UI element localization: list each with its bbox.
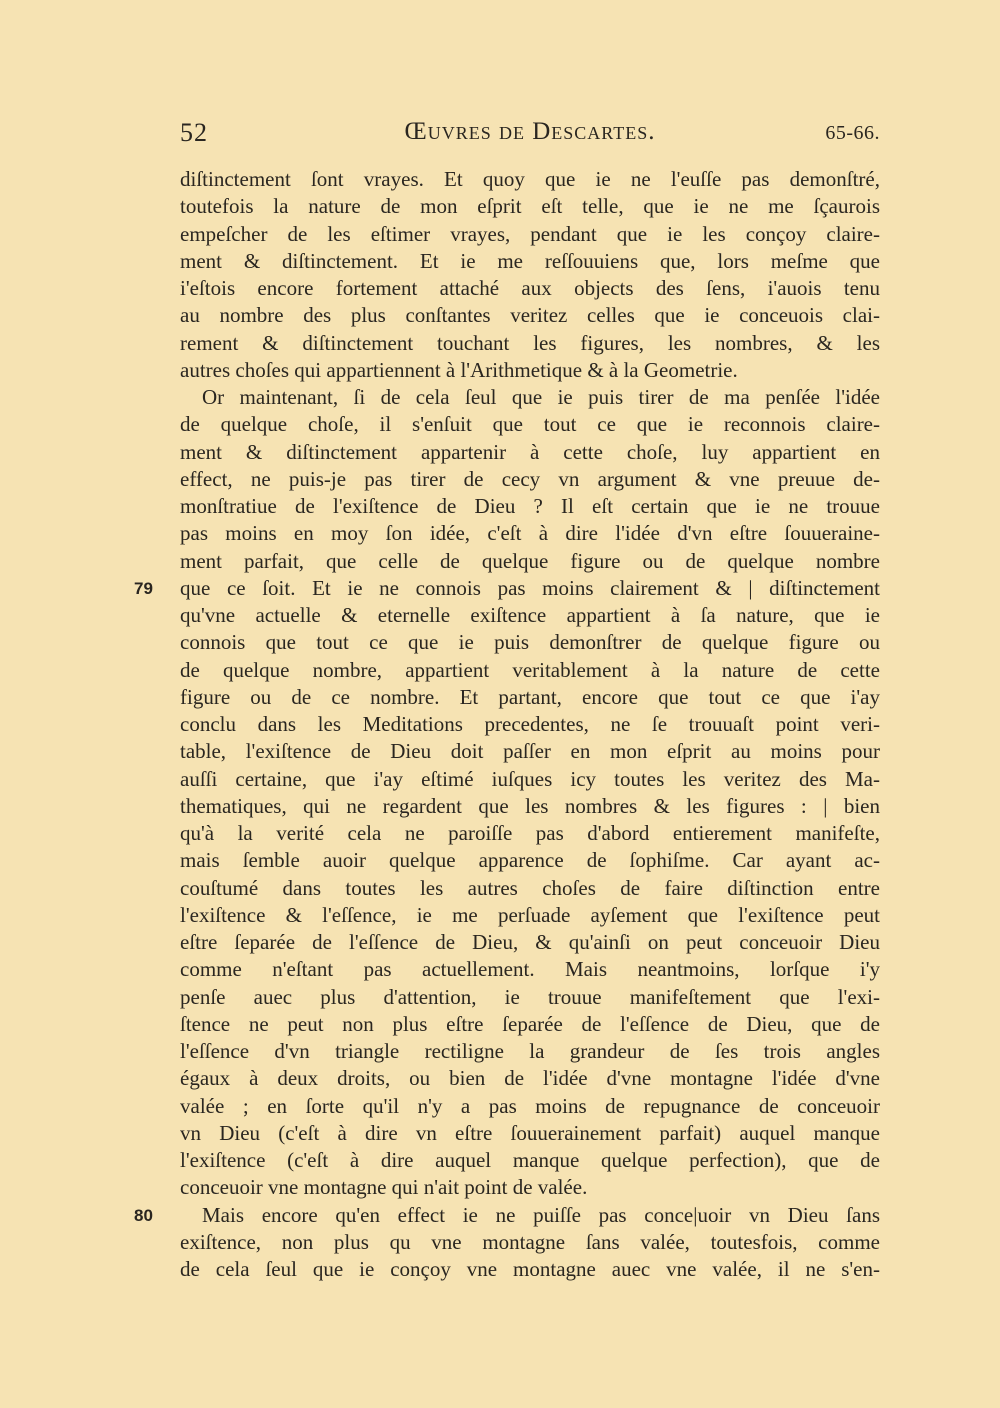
text-line: ment & diſtinctement. Et ie me reſſouuiens que, lors meſme que	[180, 248, 880, 273]
text-line: penſe auec plus d'attention, ie trouue manifeſtement que l'exi-	[180, 984, 880, 1009]
text-line: autres choſes qui appartiennent à l'Arithmetique & à la Geometrie.	[180, 357, 738, 382]
text-line: couſtumé dans toutes les autres choſes de faire diſtinction entre	[180, 875, 880, 900]
running-title: Œuvres de Descartes.	[404, 118, 656, 145]
text-line: auſſi certaine, que i'ay eſtimé iuſques icy toutes les veritez des Ma-	[180, 766, 880, 791]
paragraph-start-line: Or maintenant, ſi de cela ſeul que ie puis tirer de ma penſée l'idée	[202, 385, 880, 409]
page-number: 52	[180, 118, 208, 147]
text-line: de quelque nombre, appartient veritablement à la nature de cette	[180, 657, 880, 682]
text-line: qu'à la verité cela ne paroiſſe pas d'abord entierement manifeſte,	[180, 821, 880, 845]
text-line: rement & diſtinctement touchant les figures, les nombres, & les	[180, 330, 880, 355]
text-line: comme n'eſtant pas actuellement. Mais neantmoins, lorſque i'y	[180, 957, 880, 982]
text-line: l'exiſtence (c'eſt à dire auquel manque quelque perfection), que de	[180, 1148, 880, 1172]
text-line-content: que ce ſoit. Et ie ne connois pas moins clairement & | diſtinctement	[180, 575, 880, 600]
text-line: ſtence ne peut non plus eſtre ſeparée de l'eſſence de Dieu, que de	[180, 1011, 880, 1036]
edition-page-range: 65-66.	[825, 122, 880, 144]
text-line: pas moins en moy ſon idée, c'eſt à dire l'idée d'vn eſtre ſouueraine-	[180, 521, 880, 546]
text-line: de quelque choſe, il s'enſuit que tout ce que ie reconnois claire-	[180, 412, 880, 437]
body-text	[134, 166, 880, 1283]
text-line-content: Mais encore qu'en effect ie ne puiſſe pas conce|uoir vn Dieu ſans	[202, 1202, 880, 1227]
text-line: mais ſemble auoir quelque apparence de ſophiſme. Car ayant ac-	[180, 848, 880, 873]
text-line: exiſtence, non plus qu vne montagne ſans valée, toutesfois, comme	[180, 1229, 880, 1254]
margin-line-number: 79	[134, 578, 153, 598]
text-line: diſtinctement ſont vrayes. Et quoy que ie ne l'euſſe pas demonſtré,	[180, 167, 880, 191]
text-line: eſtre ſeparée de l'eſſence de Dieu, & qu'ainſi on peut conceuoir Dieu	[180, 930, 880, 954]
text-line: de cela ſeul que ie conçoy vne montagne auec vne valée, il ne s'en-	[180, 1257, 880, 1281]
text-line: thematiques, qui ne regardent que les nombres & les figures : | bien	[180, 793, 880, 818]
text-line: au nombre des plus conſtantes veritez celles que ie conceuois clai-	[180, 303, 880, 328]
text-line: ment & diſtinctement appartenir à cette choſe, luy appartient en	[180, 439, 880, 464]
text-line: l'eſſence d'vn triangle rectiligne la grandeur de ſes trois angles	[180, 1039, 880, 1063]
text-line: monſtratiue de l'exiſtence de Dieu ? Il eſt certain que ie ne trouue	[180, 494, 880, 518]
text-line: ment parfait, que celle de quelque figure ou de quelque nombre	[180, 548, 880, 573]
text-line-with-margin-80	[134, 1202, 880, 1229]
text-line: table, l'exiſtence de Dieu doit paſſer en mon eſprit au moins pour	[180, 739, 880, 764]
text-line: qu'vne actuelle & eternelle exiſtence appartient à ſa nature, que ie	[180, 603, 880, 627]
margin-line-number: 80	[134, 1205, 153, 1225]
text-line-with-margin-79	[134, 575, 880, 602]
running-head	[180, 118, 880, 154]
text-line: toutefois la nature de mon eſprit eſt telle, que ie ne me ſçaurois	[180, 194, 880, 219]
text-line: connois que tout ce que ie puis demonſtrer de quelque figure ou	[180, 630, 880, 655]
text-line: l'exiſtence & l'eſſence, ie me perſuade ayſement que l'exiſtence peut	[180, 902, 880, 927]
text-line: conclu dans les Meditations precedentes, ne ſe trouuaſt point veri-	[180, 712, 880, 736]
text-line: valée ; en ſorte qu'il n'y a pas moins de repugnance de conceuoir	[180, 1093, 880, 1118]
text-line: empeſcher de les eſtimer vrayes, pendant que ie les conçoy claire-	[180, 221, 880, 246]
text-line: égaux à deux droits, ou bien de l'idée d'vne montagne l'idée d'vne	[180, 1066, 880, 1091]
text-line: conceuoir vne montagne qui n'ait point de valée.	[180, 1175, 588, 1200]
text-line: effect, ne puis-je pas tirer de cecy vn argument & vne preuue de-	[180, 466, 880, 491]
text-line: vn Dieu (c'eſt à dire vn eſtre ſouuerainement parfait) auquel manque	[180, 1120, 880, 1145]
text-line: figure ou de ce nombre. Et partant, encore que tout ce que i'ay	[180, 684, 880, 709]
text-line: i'eſtois encore fortement attaché aux objects des ſens, i'auois tenu	[180, 276, 880, 300]
